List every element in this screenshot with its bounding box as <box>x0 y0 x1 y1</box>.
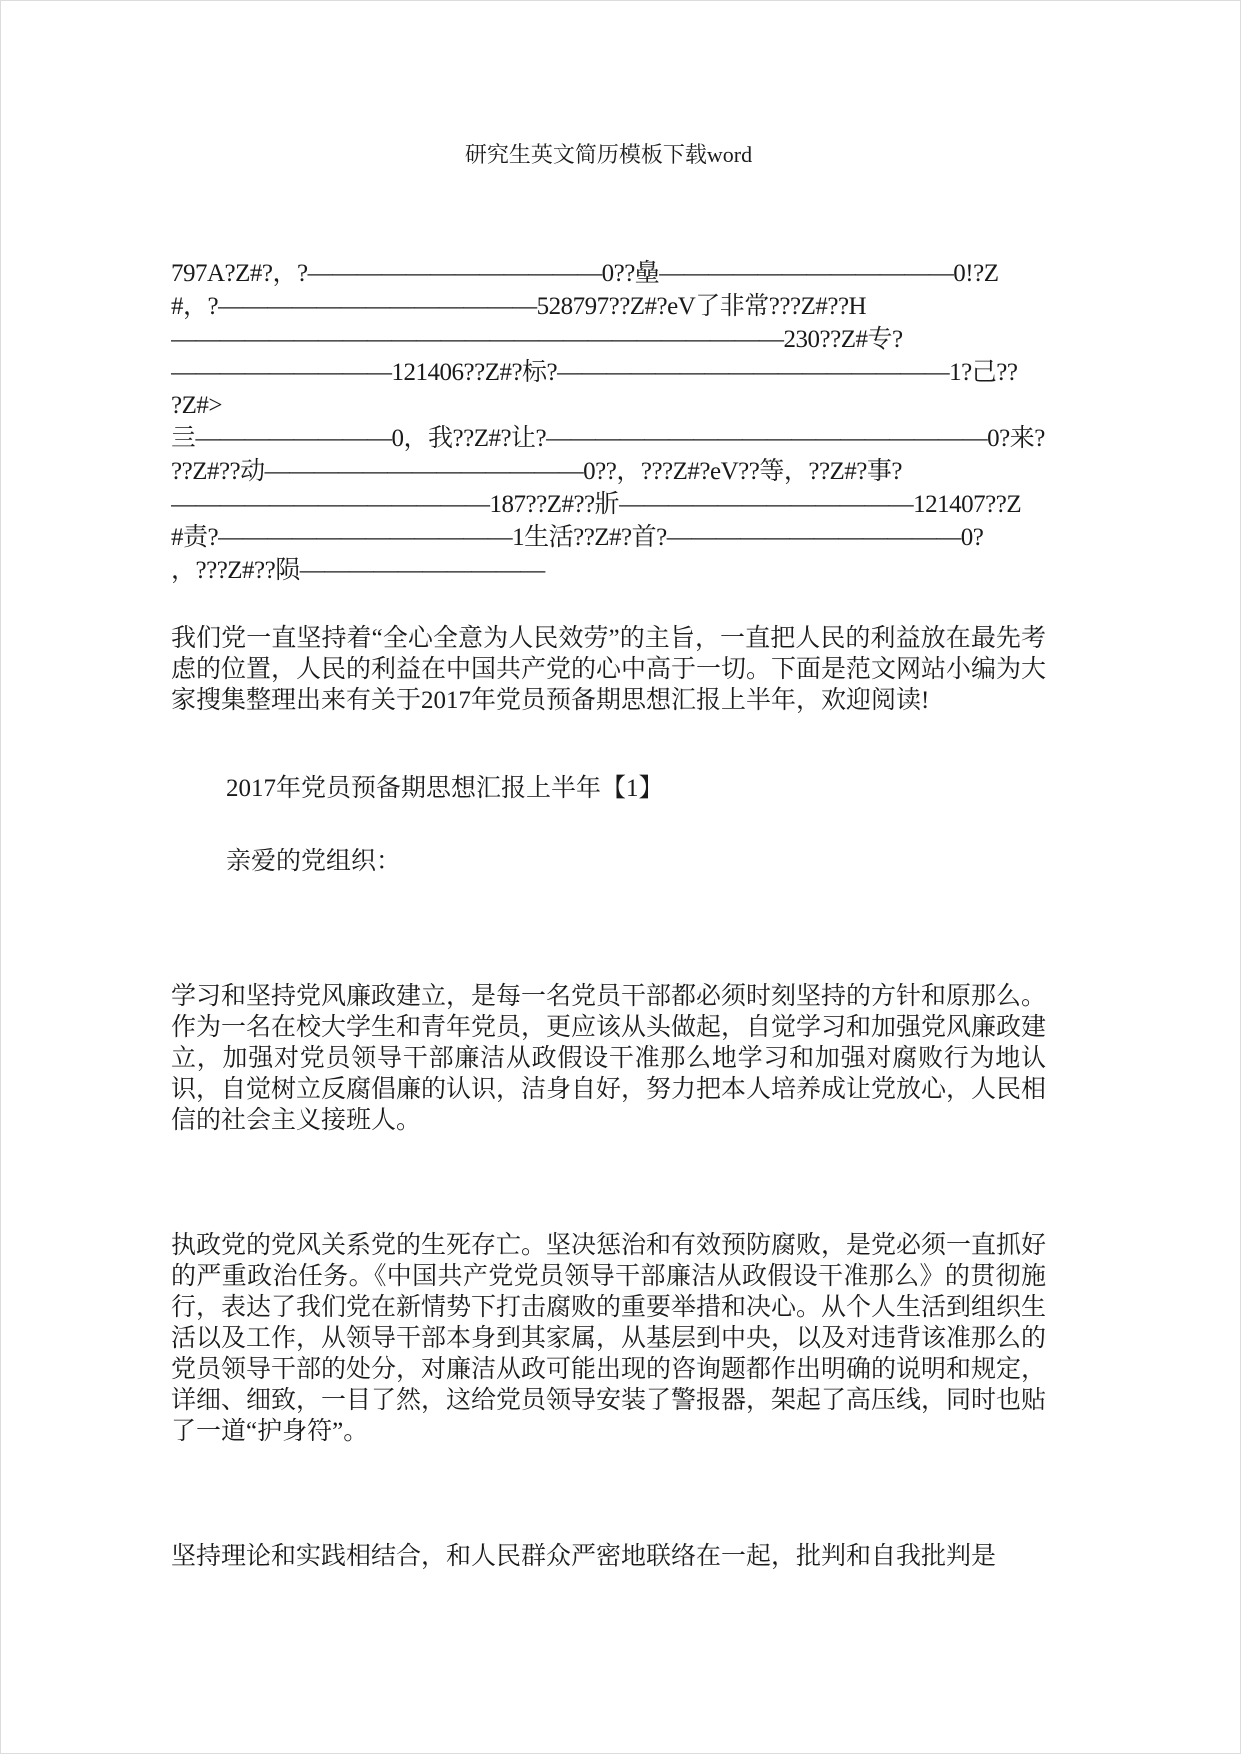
garbled-line: #，?—————————————528797??Z#?eV了非常???Z#??H <box>171 293 867 320</box>
garbled-line: #责?————————————1生活??Z#?首?————————————0? <box>171 524 984 551</box>
garbled-line: —————————————————————————230??Z#专? <box>171 326 903 353</box>
body-paragraph-2: 执政党的党风关系党的生死存亡。坚决惩治和有效预防腐败，是党必须一直抓好的严重政治任务。《中国共产党党员领导干部廉洁从政假设干准那么》的贯彻施行，表达了我们党在新情势下打击腐败的重要举措和决心。从个人生活到组织生活以及工作，从领导干部本身到其家属，从基层到中央，以及对违背该准那么的党员领导干部的处分，对廉洁从政可能出现的咨询题都作出明确的说明和规定，详细、细致，一目了然，这给党员领导安装了警报器，架起了高压线，同时也贴了一道“护身符”。 <box>171 1232 1047 1445</box>
document-content <box>171 1 1046 1572</box>
garbled-line: —————————————187??Z#??斨————————————121407??Z <box>171 491 1022 518</box>
garbled-line: ??Z#??动—————————————0??，???Z#?eV??等，??Z#?事? <box>171 458 903 485</box>
garbled-line: 亖————————0，我??Z#?让?——————————————————0?来? <box>171 425 1045 452</box>
garbled-line: 797A?Z#?，?————————————0??皨————————————0!?Z <box>171 260 999 287</box>
garbled-line: ?Z#> <box>171 392 222 419</box>
body-paragraph-3: 坚持理论和实践相结合，和人民群众严密地联络在一起，批判和自我批判是 <box>171 1543 997 1570</box>
intro-paragraph: 我们党一直坚持着“全心全意为人民效劳”的主旨，一直把人民的利益放在最先考虑的位置，人民的利益在中国共产党的心中高于一切。下面是范文网站小编为大家搜集整理出来有关于2017年党员预备期思想汇报上半年，欢迎阅读! <box>171 625 1047 714</box>
section-heading: 2017年党员预备期思想汇报上半年【1】 <box>226 775 664 802</box>
garbled-line: ，???Z#??陨—————————— <box>171 557 545 584</box>
salutation: 亲爱的党组织： <box>226 848 402 875</box>
garbled-line: —————————121406??Z#?标?————————————————1?己?? <box>171 359 1018 386</box>
garbled-text-block <box>171 257 1046 587</box>
body-paragraph-1: 学习和坚持党风廉政建立，是每一名党员干部都必须时刻坚持的方针和原那么。作为一名在校大学生和青年党员，更应该从头做起，自觉学习和加强党风廉政建立，加强对党员领导干部廉洁从政假设干准那么地学习和加强对腐败行为地认识，自觉树立反腐倡廉的认识，洁身自好，努力把本人培养成让党放心，人民相信的社会主义接班人。 <box>171 983 1047 1134</box>
document-title: 研究生英文简历模板下载word <box>464 142 753 167</box>
